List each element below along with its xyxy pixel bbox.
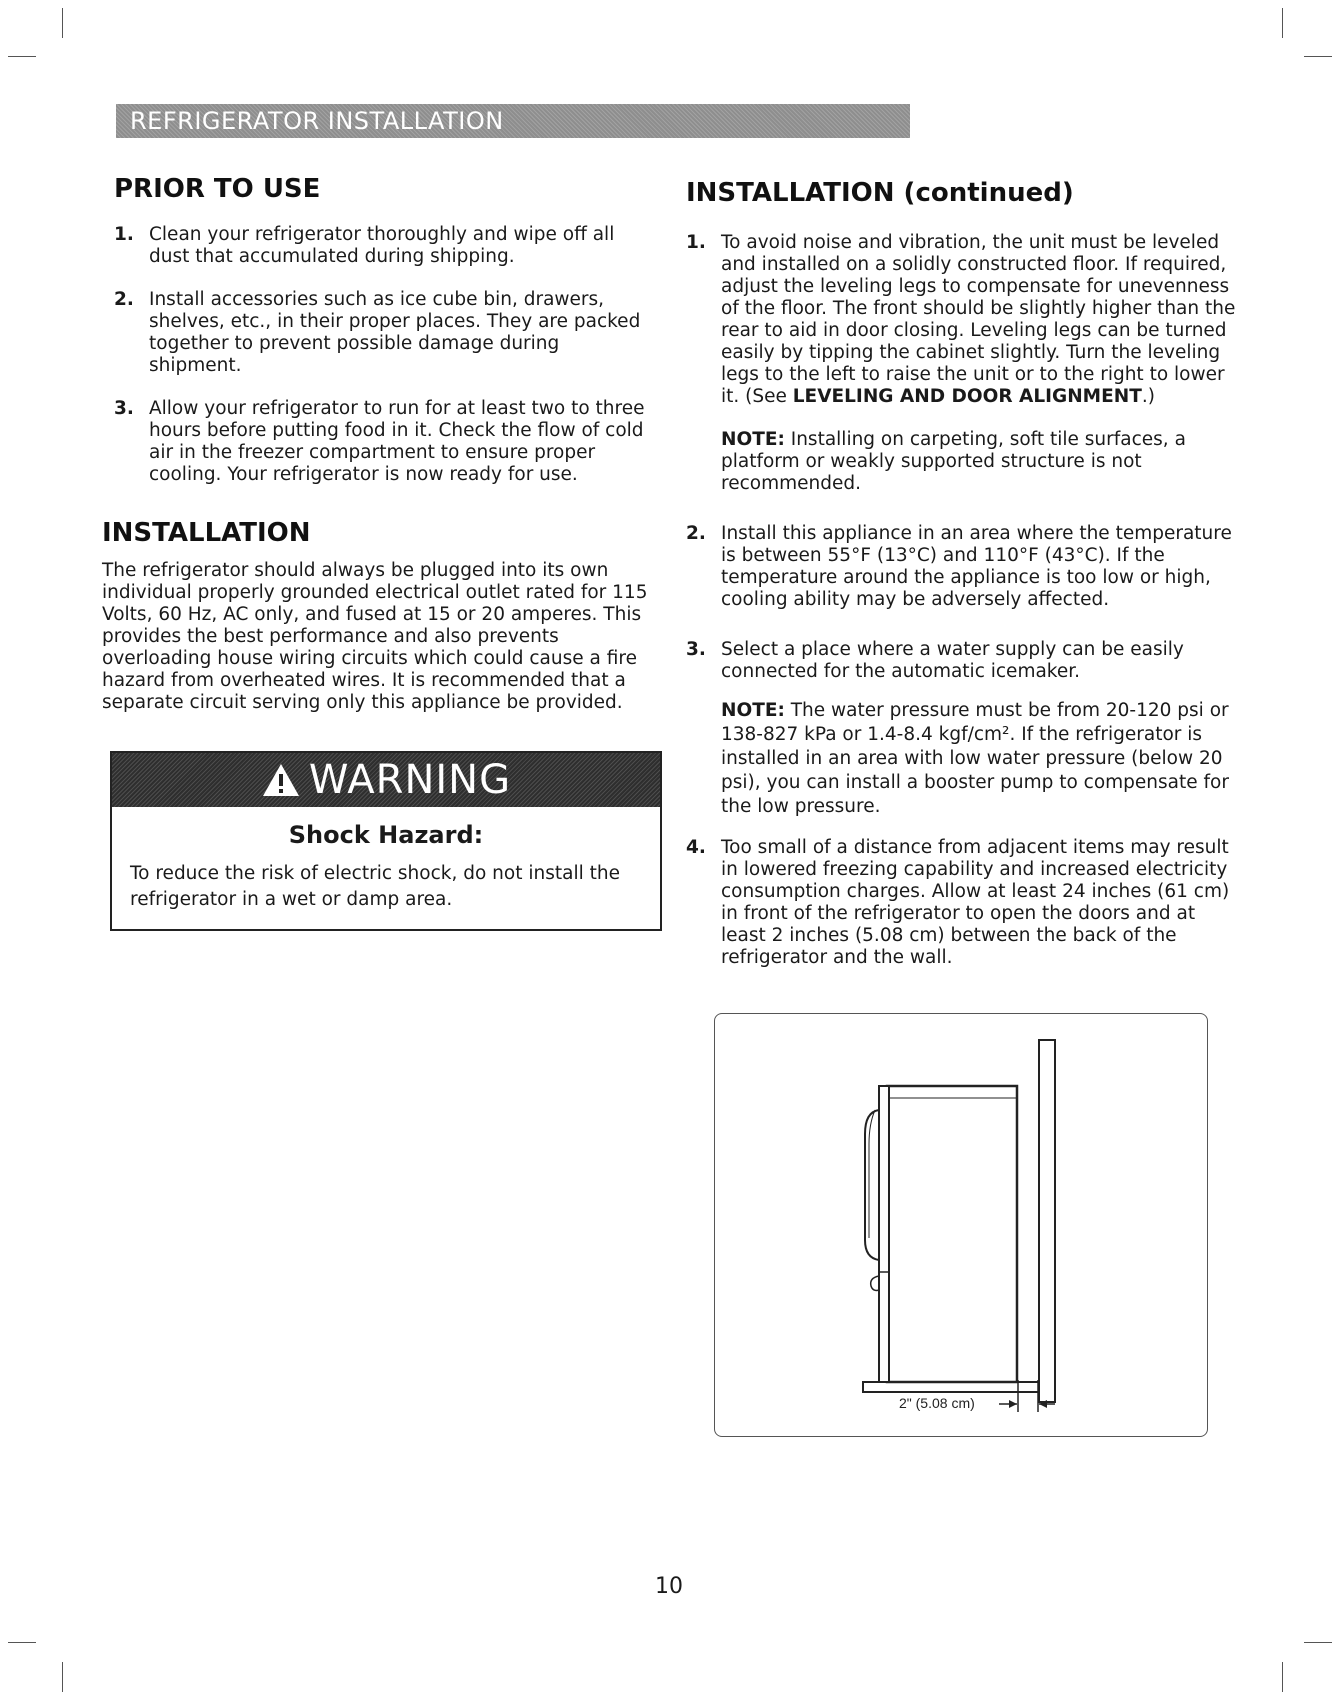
warning-triangle-icon [261,762,301,798]
page-number: 10 [655,1574,683,1599]
item-text-end: .) [1141,386,1155,407]
refrigerator-side-view-illustration [715,1014,1207,1436]
crop-mark [8,1642,36,1643]
warning-header [112,753,660,807]
installation-continued-list [686,232,1242,990]
item-number: 1. [686,232,706,253]
warning-title: WARNING [308,757,512,803]
crop-mark [62,8,63,38]
item-number: 2. [686,523,706,544]
list-item [114,289,654,377]
note-text: Installing on carpeting, soft tile surfaces, a platform or weakly supported structure is not recommended. [721,429,1186,494]
item-number: 1. [114,224,134,245]
item-text: Install this appliance in an area where the temperature is between 55°F (13°C) and 110°F (43°C). If the temperature around the appliance is too low or high, cooling ability may be adversely affected. [721,523,1232,610]
installation-continued-heading: INSTALLATION (continued) [686,178,1074,208]
warning-text: To reduce the risk of electric shock, do not install the refrigerator in a wet or damp area. [130,863,620,910]
crop-mark [1304,56,1332,57]
installation-body: The refrigerator should always be plugged into its own individual properly grounded electrical outlet rated for 115 Volts, 60 Hz, AC only, and fused at 15 or 20 amperes. This provides the best performance and also prevents overloading house wiring circuits which could cause a fire hazard from overheated wires. It is recommended that a separate circuit serving only this appliance be provided. [102,560,648,713]
list-item [686,639,1242,683]
item-text: Clean your refrigerator thoroughly and wipe off all dust that accumulated during shipping. [149,224,615,267]
crop-mark [62,1662,63,1692]
note [721,699,1242,819]
installation-heading: INSTALLATION [102,518,311,548]
list-item [686,232,1242,408]
item-number: 4. [686,837,706,858]
crop-mark [1282,1662,1283,1692]
item-text: Too small of a distance from adjacent items may result in lowered freezing capability and increased electricity consumption charges. Allow at least 24 inches (61 cm) in front of the refrigerator to open the doors and at least 2 inches (5.08 cm) between the back of the refrigerator and the wall. [721,837,1230,968]
clearance-diagram [714,1013,1208,1437]
prior-to-use-list [114,224,654,507]
warning-subtitle: Shock Hazard: [288,821,484,849]
item-text: Select a place where a water supply can be easily connected for the automatic icemaker. [721,639,1184,682]
section-banner: REFRIGERATOR INSTALLATION [116,104,910,138]
item-number: 3. [686,639,706,660]
crop-mark [8,56,36,57]
prior-to-use-heading: PRIOR TO USE [114,174,321,204]
list-item [114,224,654,268]
cross-reference: LEVELING AND DOOR ALIGNMENT [792,386,1142,407]
warning-box [110,751,662,931]
note-label: NOTE: [721,700,785,721]
item-text: Allow your refrigerator to run for at least two to three hours before putting food in it. Check the flow of cold air in the freezer compartment to ensure proper cooling. Your refrigerator is now ready for use. [149,398,645,485]
list-item [686,523,1242,611]
item-text: Install accessories such as ice cube bin, drawers, shelves, etc., in their proper places. They are packed together to prevent possible damage during shipment. [149,289,641,376]
crop-mark [1282,8,1283,38]
note-label: NOTE: [721,429,785,450]
clearance-label: 2" (5.08 cm) [899,1395,975,1411]
note [721,429,1242,495]
item-text: To avoid noise and vibration, the unit must be leveled and installed on a solidly constructed floor. If required, adjust the leveling legs to compensate for unevenness of the floor. The front should be slightly higher than the rear to aid in door closing. Leveling legs can be turned easily by tipping the cabinet slightly. Turn the leveling legs to the left to raise the unit or to the right to lower it. (See [721,232,1236,407]
item-number: 3. [114,398,134,419]
item-number: 2. [114,289,134,310]
list-item [114,398,654,486]
crop-mark [1304,1642,1332,1643]
note-text: The water pressure must be from 20-120 psi or 138-827 kPa or 1.4-8.4 kgf/cm². If the refrigerator is installed in an area with low water pressure (below 20 psi), you can install a booster pump to compensate for the low pressure. [721,700,1229,817]
list-item [686,837,1242,969]
